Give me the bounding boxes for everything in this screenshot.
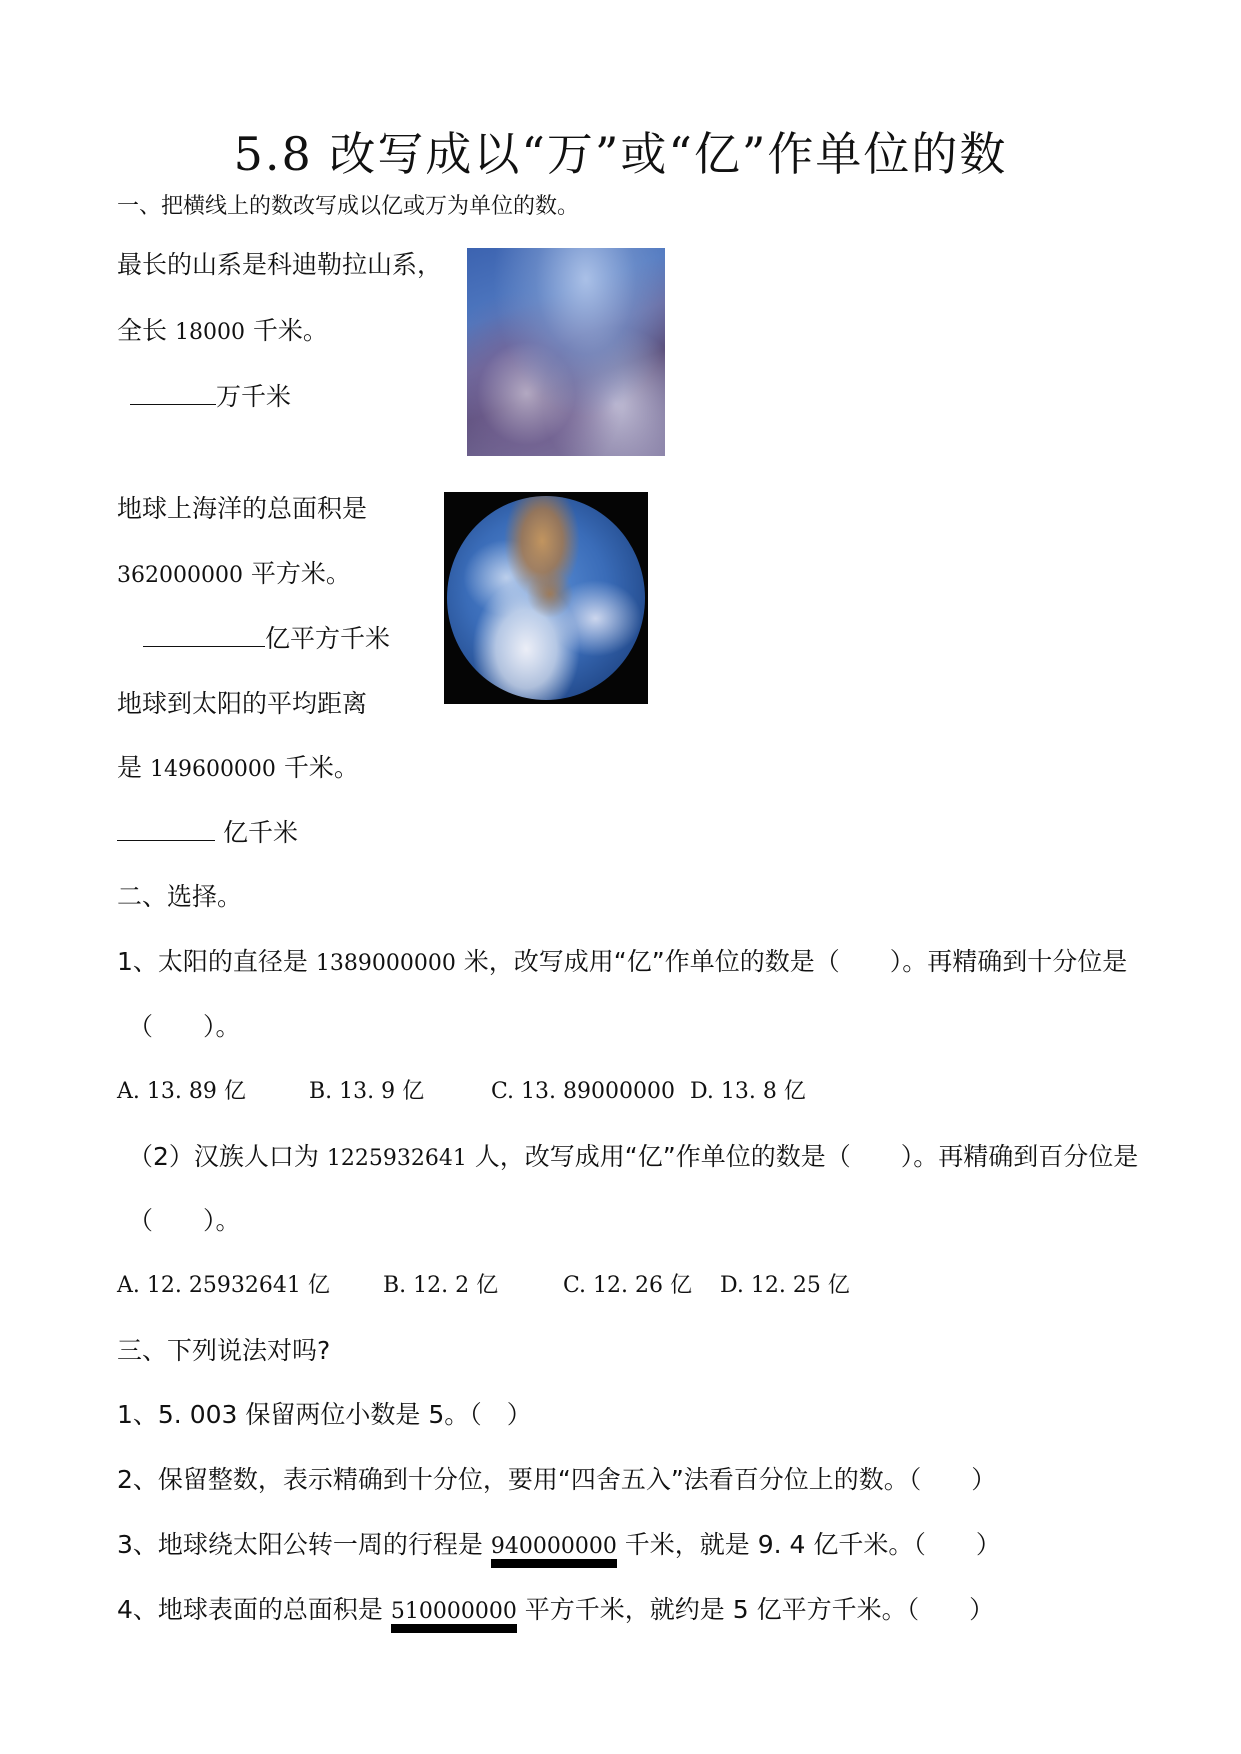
earth-image xyxy=(444,492,648,704)
choice1-option-d[interactable]: D. 13. 8 亿 xyxy=(690,1079,806,1104)
choice1-line2: （ ）。 xyxy=(128,1012,241,1041)
q3-line1: 地球到太阳的平均距离 xyxy=(117,689,368,718)
q3-answer: 亿千米 xyxy=(117,818,298,848)
mountain-image xyxy=(467,248,665,456)
choice2-question: （2）汉族人口为 1225932641 人，改写成用“亿”作单位的数是（ ）。再精确到百分位是 xyxy=(128,1142,1139,1171)
choice1-option-a[interactable]: A. 13. 89 亿 xyxy=(117,1079,246,1104)
q2-line1: 地球上海洋的总面积是 xyxy=(117,494,368,523)
choice2-line2: （ ）。 xyxy=(128,1206,241,1235)
q2-answer-blank[interactable] xyxy=(143,624,265,647)
judge-item-3: 3、地球绕太阳公转一周的行程是 940000000 千米，就是 9. 4 亿千米。（ ） xyxy=(117,1530,1001,1562)
q1-line2: 全长 18000 千米。 xyxy=(117,316,328,345)
q2-answer: 亿平方千米 xyxy=(143,624,390,654)
q2-line2: 362000000 平方米。 xyxy=(117,559,351,588)
choice2-option-a[interactable]: A. 12. 25932641 亿 xyxy=(117,1273,330,1298)
judge-item-4: 4、地球表面的总面积是 510000000 平方千米，就约是 5 亿平方千米。（ ） xyxy=(117,1595,994,1627)
q1-answer: 万千米 xyxy=(130,382,291,412)
choice1-option-b[interactable]: B. 13. 9 亿 xyxy=(309,1079,425,1104)
q1-answer-blank[interactable] xyxy=(130,382,216,405)
choice2-option-c[interactable]: C. 12. 26 亿 xyxy=(563,1273,693,1298)
choice2-option-b[interactable]: B. 12. 2 亿 xyxy=(383,1273,499,1298)
section1-heading: 一、把横线上的数改写成以亿或万为单位的数。 xyxy=(117,194,580,219)
q3-answer-blank[interactable] xyxy=(117,818,215,841)
choice1-question: 1、太阳的直径是 1389000000 米，改写成用“亿”作单位的数是（ ）。再精确到十分位是 xyxy=(117,947,1128,976)
choice1-option-c[interactable]: C. 13. 89000000 xyxy=(491,1079,675,1104)
page-title: 5.8 改写成以“万”或“亿”作单位的数 xyxy=(233,127,1008,181)
section2-heading: 二、选择。 xyxy=(117,882,243,911)
choice2-option-d[interactable]: D. 12. 25 亿 xyxy=(720,1273,850,1298)
judge-item-1: 1、5. 003 保留两位小数是 5。（ ） xyxy=(117,1400,532,1429)
section3-heading: 三、下列说法对吗? xyxy=(117,1336,331,1365)
q1-line1: 最长的山系是科迪勒拉山系， xyxy=(117,250,443,279)
judge-item-2: 2、保留整数，表示精确到十分位，要用“四舍五入”法看百分位上的数。（ ） xyxy=(117,1465,997,1494)
q3-line2: 是 149600000 千米。 xyxy=(117,753,359,782)
redacted-number: 940000000 xyxy=(491,1532,617,1562)
redacted-number: 510000000 xyxy=(391,1597,517,1627)
